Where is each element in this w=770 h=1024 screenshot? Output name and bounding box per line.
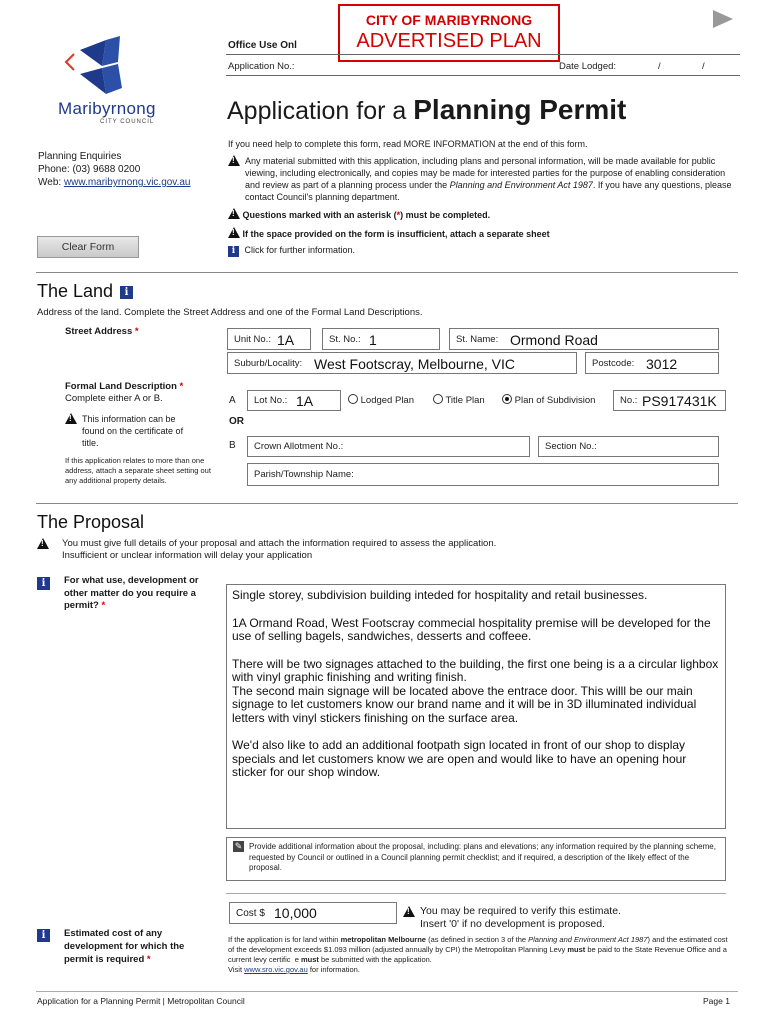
footer-left: Application for a Planning Permit | Metropolitan Council	[37, 996, 245, 1006]
cost-label: Cost $	[236, 908, 265, 919]
info-icon[interactable]: i	[37, 929, 50, 942]
info-icon[interactable]: i	[228, 246, 239, 257]
plan-no-value: PS917431K	[642, 393, 717, 409]
st-name-field[interactable]	[449, 328, 719, 350]
cert-info-text: This information can be found on the certificate of title.	[82, 414, 184, 448]
date-sep-1: /	[658, 61, 661, 72]
title-part1: Application for a	[227, 97, 407, 125]
insufficient-text: If the space provided on the form is insufficient, attach a separate sheet	[242, 229, 550, 239]
lot-no-value: 1A	[296, 393, 314, 409]
unit-no-field[interactable]	[227, 328, 311, 350]
stamp-line1: CITY OF MARIBYRNONG	[365, 12, 533, 28]
sro-link[interactable]: www.sro.vic.gov.au	[244, 965, 308, 974]
crown-allotment-field[interactable]	[247, 436, 530, 457]
stamp-line2: ADVERTISED PLAN	[356, 30, 542, 52]
council-name: Maribyrnong	[58, 99, 156, 118]
st-name-label: St. Name:	[456, 334, 499, 345]
radio-icon[interactable]	[433, 394, 443, 404]
warning-icon	[65, 413, 77, 424]
click-info-row	[228, 245, 355, 257]
lot-no-label: Lot No.:	[254, 395, 288, 406]
postcode-label: Postcode:	[592, 358, 635, 369]
use-question	[64, 575, 209, 613]
st-name-value: Ormond Road	[510, 332, 598, 348]
visit-a: Visit	[228, 965, 245, 974]
title-plan-label: Title Plan	[445, 395, 485, 406]
pencil-icon: ✎	[234, 841, 243, 851]
cost-question-text: Estimated cost of any development for which the permit is required	[64, 928, 185, 965]
council-logo	[58, 36, 178, 125]
verify-notice	[403, 905, 621, 931]
cost-value: 10,000	[274, 905, 317, 921]
section-no-field[interactable]	[538, 436, 719, 457]
additional-info-text: Provide additional information about the proposal, including: plans and elevations; any information required by the planning scheme, requested by Council or outlined in a Council planning permit checklist; and if required, a description of the likely effect of the proposal.	[249, 842, 716, 872]
lodged-plan-label: Lodged Plan	[360, 395, 414, 406]
option-a-label: A	[229, 395, 236, 406]
warning-icon	[228, 208, 240, 219]
info-icon[interactable]: i	[120, 286, 133, 299]
metro-f: be paid to the State Revenue Office and a current levy certific	[228, 945, 727, 964]
land-title	[37, 281, 133, 302]
asterisk-text-a: Questions marked with an asterisk (	[242, 210, 397, 220]
use-question-text: For what use, development or other matter do you require a permit?	[64, 575, 199, 611]
visit-b: for information.	[307, 965, 360, 974]
crown-label: Crown Allotment No.:	[254, 441, 344, 452]
proposal-description-field[interactable]	[226, 584, 726, 829]
suburb-value: West Footscray, Melbourne, VIC	[314, 356, 515, 372]
metro-b: metropolitan Melbourne	[340, 935, 426, 944]
plan-subdivision-label: Plan of Subdivision	[514, 395, 596, 406]
enquiries-phone: Phone: (03) 9688 0200	[38, 164, 141, 175]
unit-no-label: Unit No.:	[234, 334, 271, 345]
metro-i: be submitted with the application.	[318, 955, 432, 964]
metro-d: ) and the estimated cost of the development exceeds $1.093 million (adjusted annually by CPI) the Metropolitan Planning Levy	[228, 935, 728, 954]
formal-land-block	[65, 381, 183, 405]
land-title-text: The Land	[37, 281, 114, 301]
material-text-b: . If you have any questions, please contact Council's planning department.	[245, 180, 732, 202]
warning-icon	[403, 906, 415, 917]
enquiries-title: Planning Enquiries	[38, 151, 122, 162]
date-sep-2: /	[702, 61, 705, 72]
st-no-label: St. No.:	[329, 334, 361, 345]
insufficient-notice	[228, 227, 550, 239]
multiple-address-note: If this application relates to more than one address, attach a separate sheet setting out any additional property details.	[65, 456, 211, 485]
formal-label: Formal Land Description	[65, 381, 177, 392]
lot-no-field[interactable]	[247, 390, 341, 411]
proposal-insufficient-text: Insufficient or unclear information will delay your application	[62, 550, 313, 561]
complete-either: Complete either A or B.	[65, 393, 163, 404]
council-logo-icon	[58, 36, 178, 96]
material-text-a: Any material submitted with this application, including plans and personal information, will be made available for public viewing, including electronically, and copies may be made for interested parties for the purpose of enabling consideration and review as part of a planning process under the	[245, 156, 726, 190]
proposal-p2: 1A Ormand Road, West Footscray commecial hospitality premise will be developed for the use of selling bagels, sandwiches, desserts and coffeee.	[232, 615, 711, 643]
required-star: *	[179, 381, 184, 392]
metro-a: If the application is for land within	[228, 935, 341, 944]
asterisk-star: *	[396, 210, 401, 220]
click-info-text: Click for further information.	[244, 245, 356, 255]
unit-no-value: 1A	[277, 332, 295, 348]
st-no-field[interactable]	[322, 328, 440, 350]
proposal-p4: We'd also like to add an additional footpath sign located in front of our shop to display specials and let customers know we are open and would like to have an opening hour sticker for our shop window.	[232, 738, 687, 779]
insert-zero-text: Insert '0' if no development is proposed.	[420, 918, 605, 930]
postcode-value: 3012	[646, 356, 678, 372]
clear-form-button[interactable]: Clear Form	[37, 236, 139, 258]
page-title	[227, 94, 626, 126]
land-desc: Address of the land. Complete the Street Address and one of the Formal Land Descriptions.	[37, 307, 423, 318]
required-star: *	[146, 954, 151, 965]
info-icon[interactable]: i	[37, 577, 50, 590]
asterisk-notice	[228, 208, 490, 220]
warning-icon	[228, 155, 240, 166]
web-link[interactable]: www.maribyrnong.vic.gov.au	[63, 177, 191, 188]
council-sub: CITY COUNCIL	[100, 119, 155, 125]
date-lodged-label: Date Lodged:	[559, 61, 617, 72]
application-no-label: Application No.:	[228, 61, 295, 72]
proposal-p1: Single storey, subdivision building inteded for hospitality and retail businesses.	[232, 588, 648, 602]
cost-field[interactable]	[229, 902, 397, 924]
metro-h: must	[298, 955, 319, 964]
lodged-plan-radio[interactable]	[348, 394, 414, 406]
or-label: OR	[229, 416, 244, 427]
postcode-field[interactable]	[585, 352, 719, 374]
required-star: *	[134, 326, 139, 337]
st-no-value: 1	[369, 332, 377, 348]
suburb-label: Suburb/Locality:	[234, 358, 303, 369]
metro-c: (as defined in section 3 of the	[425, 935, 529, 944]
additional-info-box	[226, 837, 726, 881]
next-page-arrow-icon[interactable]	[713, 10, 733, 28]
proposal-p3: There will be two signages attached to the building, the first one being is a a circular lighbox with vinyl graphic finishing and writing finish. The second main signage will be located above the entrace door. This willl be our main signage to let customers know our brand name and it will be in 3D illuminated individual letters with vinyl stickers finishing on the surface area.	[232, 656, 719, 725]
metro-g: e	[294, 955, 299, 964]
parish-field[interactable]	[247, 463, 719, 486]
verify-text: You may be required to verify this estimate.	[420, 905, 621, 917]
material-act: Planning and Environment Act 1987	[449, 180, 593, 190]
proposal-title: The Proposal	[37, 512, 145, 532]
office-use-label: Office Use Onl	[228, 40, 297, 51]
section-label: Section No.:	[545, 441, 597, 452]
radio-selected-icon[interactable]	[502, 394, 512, 404]
warning-icon	[37, 538, 49, 549]
cert-info-note	[65, 413, 195, 449]
parish-label: Parish/Township Name:	[254, 469, 354, 480]
title-plan-radio[interactable]	[433, 394, 485, 406]
cost-question	[64, 927, 209, 966]
warning-icon	[228, 227, 240, 238]
metro-e: must	[567, 945, 586, 954]
plan-no-field[interactable]	[613, 390, 726, 411]
must-give-text: You must give full details of your proposal and attach the information required to assess the application.	[62, 538, 497, 549]
web-label: Web:	[38, 177, 64, 188]
metro-levy-text	[228, 935, 728, 975]
street-address-text: Street Address	[65, 326, 133, 337]
footer-page: Page 1	[703, 996, 730, 1006]
enquiries-block	[38, 150, 190, 189]
plan-subdivision-radio[interactable]	[502, 394, 595, 406]
metro-act: Planning and Environment Act 1987	[528, 935, 648, 944]
proposal-notice	[37, 538, 496, 562]
help-text: If you need help to complete this form, read MORE INFORMATION at the end of this form.	[228, 139, 588, 149]
required-star: *	[101, 600, 106, 611]
plan-no-label: No.:	[620, 395, 638, 406]
option-b-label: B	[229, 440, 236, 451]
street-address-label	[65, 326, 139, 337]
radio-icon[interactable]	[348, 394, 358, 404]
asterisk-text-b: ) must be completed.	[400, 210, 491, 220]
title-part2: Planning Permit	[413, 94, 627, 125]
material-notice	[228, 155, 733, 203]
suburb-field[interactable]	[227, 352, 577, 374]
